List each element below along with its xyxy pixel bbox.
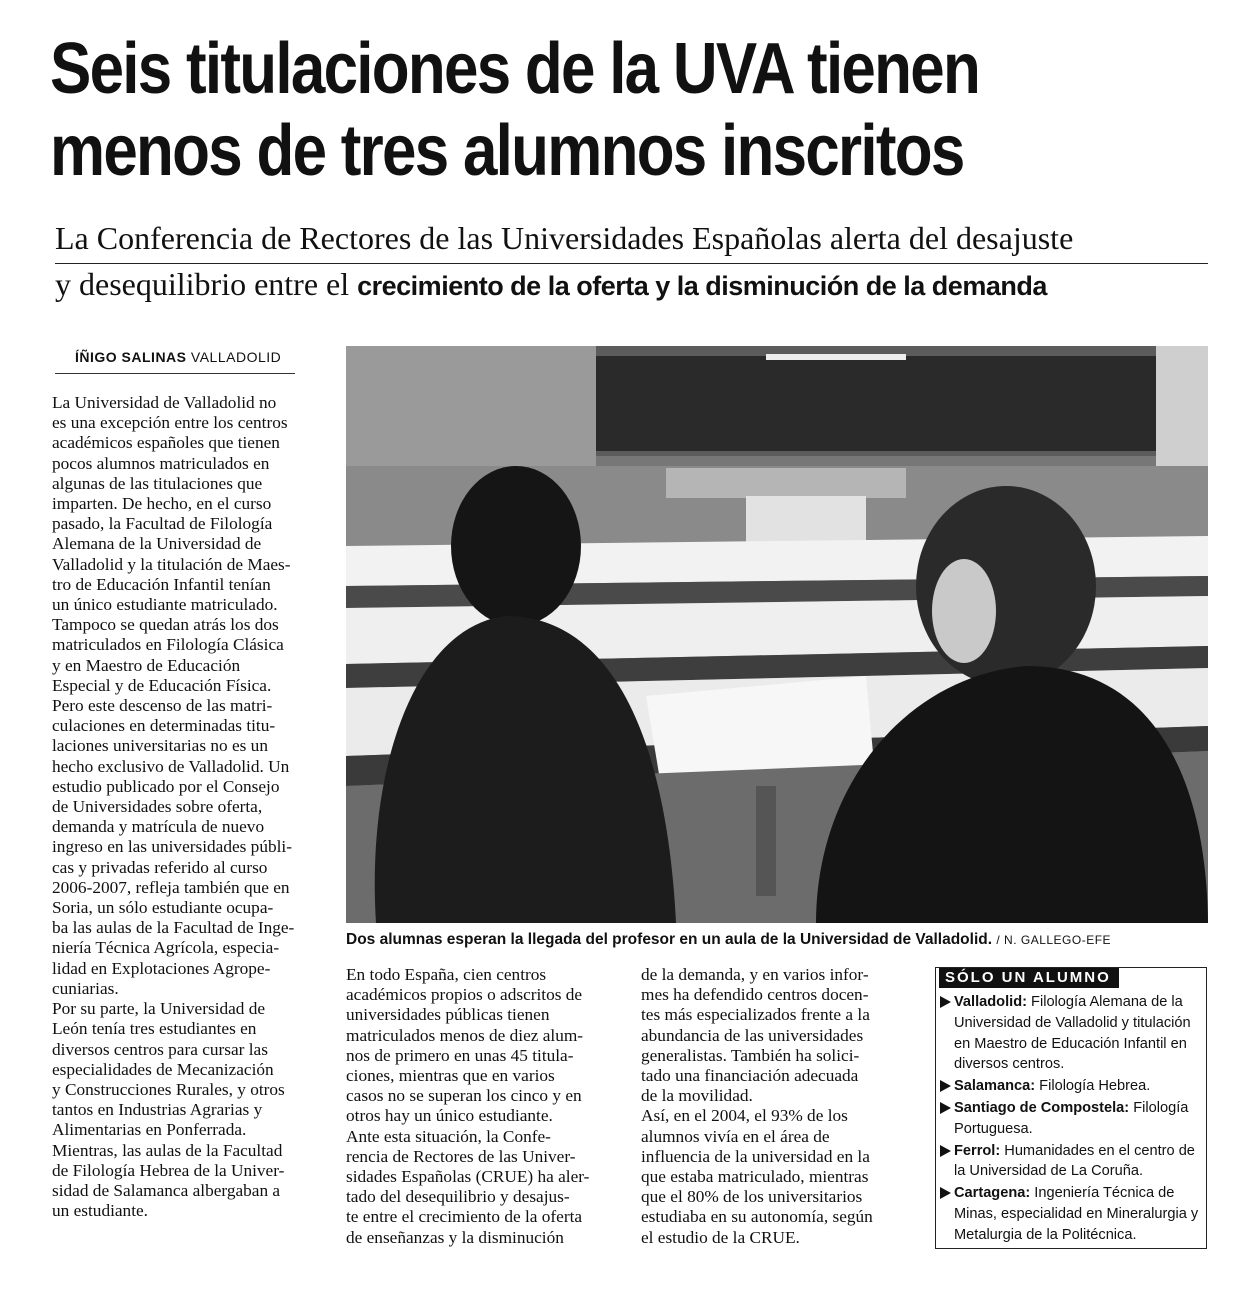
sidebar-item-place: Santiago de Compostela: (954, 1099, 1130, 1116)
triangle-bullet-icon (940, 1102, 951, 1114)
sidebar-item (940, 1098, 1205, 1140)
sidebar-item-place: Salamanca: (954, 1078, 1036, 1095)
sidebar-item-place: Valladolid: (954, 994, 1027, 1010)
article-column-2: En todo España, cien centros académicos propios o adscritos de universidades públicas tienen matriculados menos de diez alum- nos de primero en unas 45 titula- ciones, mientras que en varios casos no se superan los cinco y en otros hay un único estudiante. Ante esta situación, la Confe- rencia de Rectores de las Univer- sidades Españolas (CRUE) ha aler- tado del desequilibrio y desajus- te entre el crecimiento de la oferta de enseñanzas y la disminución (346, 965, 590, 1247)
sidebar-title: SÓLO UN ALUMNO (939, 968, 1119, 988)
sidebar-item (940, 992, 1205, 1075)
triangle-bullet-icon (940, 1080, 951, 1092)
headline (50, 28, 1039, 192)
subhead-bold: crecimiento de la oferta y la disminución de la demanda (357, 271, 1047, 301)
headline-line-1: Seis titulaciones de la UVA tienen (50, 29, 980, 109)
sidebar-item (940, 1141, 1205, 1183)
sidebar-item (940, 1183, 1205, 1245)
triangle-bullet-icon (940, 1145, 951, 1157)
byline-author: ÍÑIGO SALINAS (75, 349, 187, 365)
sidebar-item-text: Ingeniería Técnica de Minas, especialidad en Mineralurgia y Metalurgia de la Politécnica. (954, 1185, 1199, 1243)
subhead-line-2 (55, 264, 1205, 306)
sidebar-item-text: Filología Hebrea. (1035, 1078, 1151, 1095)
student-left-head (451, 466, 581, 626)
article-column-3: de la demanda, y en varios infor- mes ha defendido centros docen- tes más especializados frente a la abundancia de las universidades generalistas. También ha solici- tado una financiación adecuada de la movilidad. Así, en el 2004, el 93% de los alumnos vivía en el área de influencia de la universidad en la que estaba matriculado, mientras que el 80% de los universitarios estudiaba en su autonomía, según el estudio de la CRUE. (641, 965, 873, 1247)
byline-place: VALLADOLID (190, 349, 282, 365)
subhead-line-1: La Conferencia de Rectores de las Universidades Españolas alerta del desajuste (55, 220, 1074, 256)
photo-caption (346, 931, 1216, 949)
headline-line-2: menos de tres alumnos inscritos (50, 111, 964, 191)
chalkboard (596, 356, 1156, 451)
photo-credit: / N. GALLEGO-EFE (996, 933, 1112, 947)
sidebar-item-place: Ferrol: (954, 1142, 1001, 1159)
byline-divider (55, 373, 295, 374)
sidebar-item-text: Humanidades en el centro de la Universidad de La Coruña. (954, 1142, 1195, 1180)
sidebar-item-text: Filología Alemana de la Universidad de Valladolid y titulación en Maestro de Educación Infantil en diversos centros. (954, 994, 1191, 1073)
sidebar-item (940, 1076, 1205, 1097)
sidebar-list (940, 992, 1205, 1247)
article-column-1: La Universidad de Valladolid no es una excepción entre los centros académicos españoles que tienen pocos alumnos matriculados en algunas de las titulaciones que imparten. De hecho, en el curso pasado, la Facultad de Filología Alemana de la Universidad de Valladolid y la titulación de Maes- tro de Educación Infantil tenían un único estudiante matriculado. Tampoco se quedan atrás los dos matriculados en Filología Clásica y en Maestro de Educación Especial y de Educación Física. Pero este descenso de las matri- culaciones en determinadas titu- laciones universitarias no es un hecho exclusivo de Valladolid. Un estudio publicado por el Consejo de Universidades sobre oferta, demanda y matrícula de nuevo ingreso en las universidades públi- cas y privadas referido al curso 2006-2007, refleja también que en Soria, un sólo estudiante ocupa- ba las aulas de la Facultad de Inge- niería Técnica Agrícola, especia- lidad en Explotaciones Agrope- cuniarias. Por su parte, la Universidad de León tenía tres estudiantes en diversos centros para cursar las especialidades de Mecanización y Construcciones Rurales, y otros tantos en Industrias Agrarias y Alimentarias en Ponferrada. Mientras, las aulas de la Facultad de Filología Hebrea de la Univer- sidad de Salamanca albergaban a un estudiante. (52, 393, 295, 1221)
triangle-bullet-icon (940, 996, 951, 1008)
caption-text: Dos alumnas esperan la llegada del profesor en un aula de la Universidad de Valladolid. (346, 931, 993, 948)
subhead-plain: y desequilibrio entre el (55, 266, 358, 302)
triangle-bullet-icon (940, 1187, 951, 1199)
sidebar-item-place: Cartagena: (954, 1185, 1031, 1202)
sidebar-item-text: Filología Portuguesa. (954, 1099, 1189, 1137)
classroom-photo (346, 346, 1208, 923)
byline (75, 349, 281, 365)
